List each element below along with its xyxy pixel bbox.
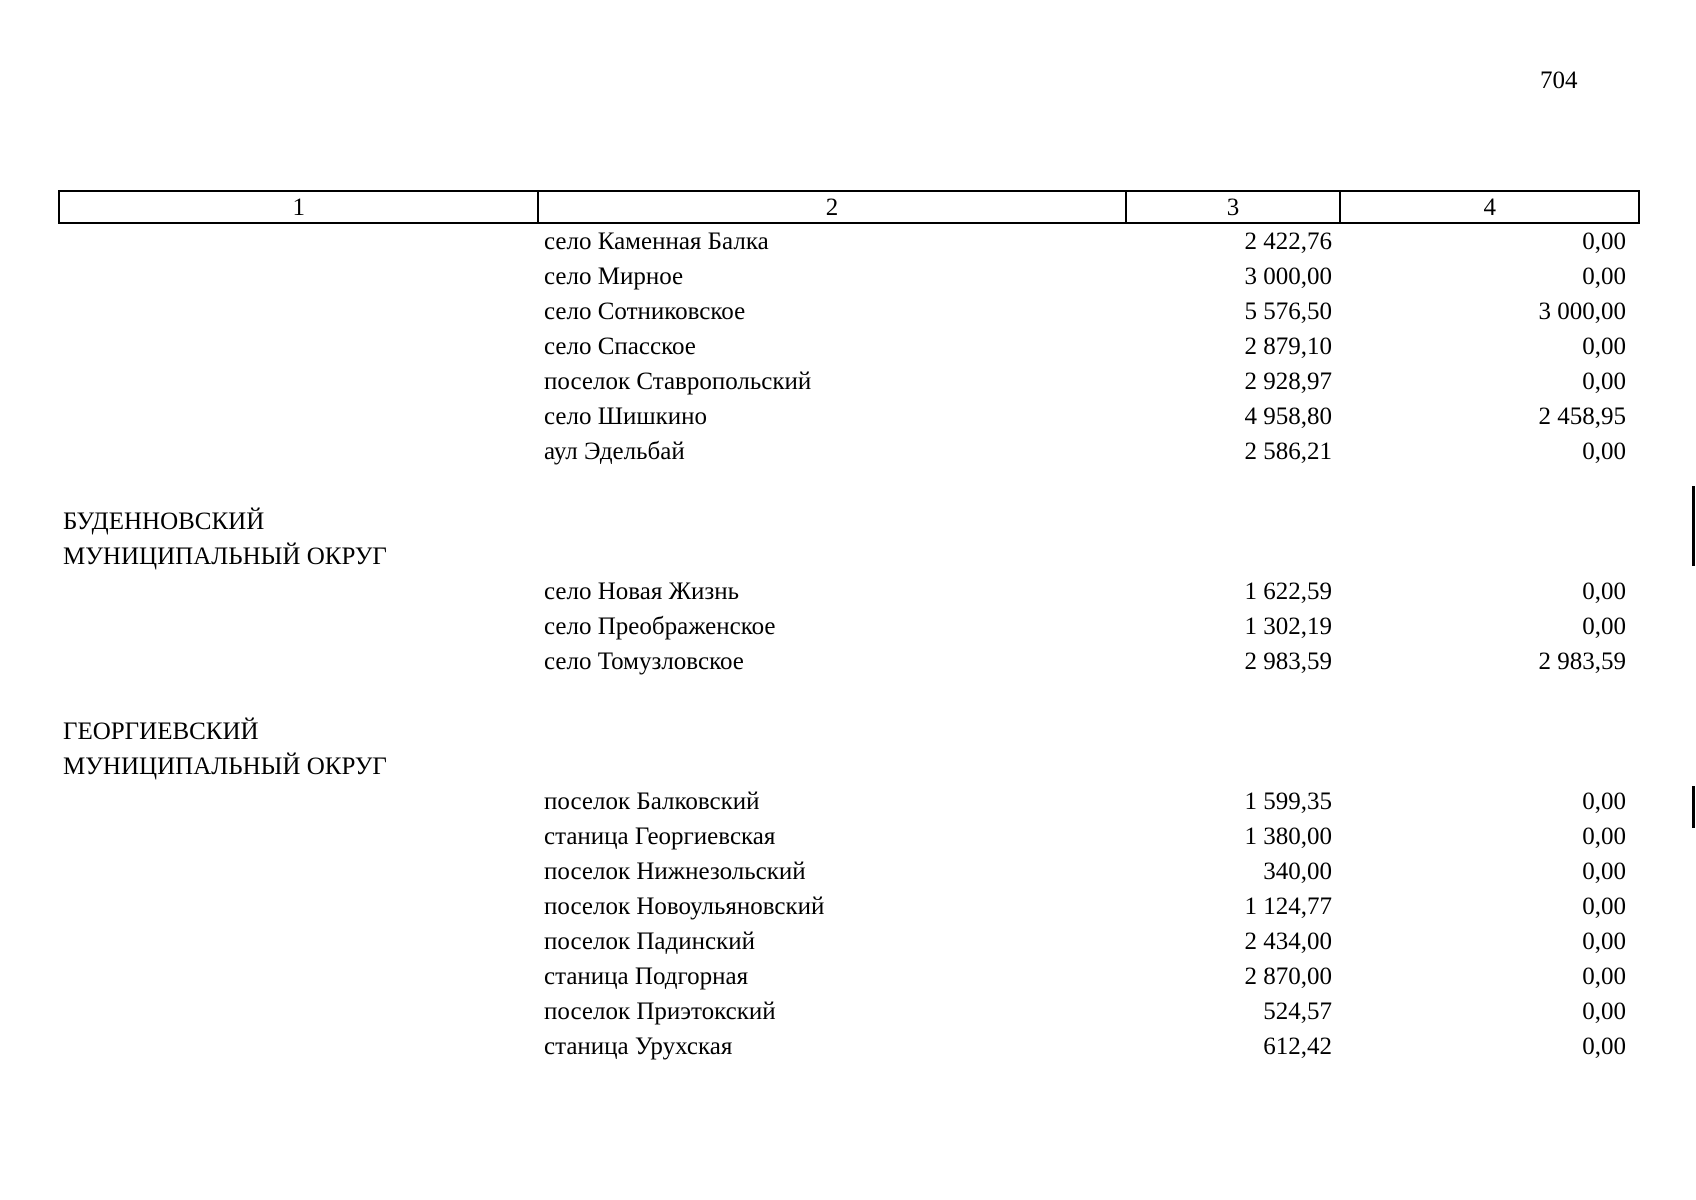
cell-col-1 bbox=[58, 994, 538, 1029]
cell-col-1 bbox=[58, 644, 538, 679]
page-number: 704 bbox=[1540, 67, 1578, 94]
district-heading: МУНИЦИПАЛЬНЫЙ ОКРУГ bbox=[63, 753, 387, 780]
cell-col-1 bbox=[58, 854, 538, 889]
value-col-4: 0,00 bbox=[1582, 998, 1626, 1025]
cell-col-1 bbox=[58, 434, 538, 469]
table-header bbox=[58, 190, 1640, 224]
table-row bbox=[58, 609, 1640, 644]
value-col-4: 0,00 bbox=[1582, 438, 1626, 465]
value-col-3: 612,42 bbox=[1263, 1033, 1332, 1060]
table-row bbox=[58, 364, 1640, 399]
table-row bbox=[58, 644, 1640, 679]
value-col-4: 0,00 bbox=[1582, 1033, 1626, 1060]
settlement-name: село Преображенское bbox=[544, 613, 776, 640]
value-col-4: 2 983,59 bbox=[1538, 648, 1626, 675]
table-row bbox=[58, 784, 1640, 819]
cell-col-1 bbox=[58, 294, 538, 329]
value-col-4: 0,00 bbox=[1582, 963, 1626, 990]
value-col-3: 5 576,50 bbox=[1244, 298, 1332, 325]
settlement-name: поселок Ставропольский bbox=[544, 368, 812, 395]
settlement-name: село Новая Жизнь bbox=[544, 578, 740, 605]
scan-edge-mark bbox=[1692, 486, 1695, 566]
header-col-1: 1 bbox=[60, 192, 539, 222]
value-col-3: 2 586,21 bbox=[1244, 438, 1332, 465]
value-col-3: 2 870,00 bbox=[1244, 963, 1332, 990]
header-col-3: 3 bbox=[1127, 192, 1342, 222]
header-col-2: 2 bbox=[539, 192, 1126, 222]
table-row bbox=[58, 329, 1640, 364]
cell-col-1 bbox=[58, 819, 538, 854]
cell-col-1 bbox=[58, 224, 538, 259]
settlement-name: поселок Балковский bbox=[544, 788, 760, 815]
value-col-4: 3 000,00 bbox=[1538, 298, 1626, 325]
cell-col-1 bbox=[58, 329, 538, 364]
value-col-3: 2 928,97 bbox=[1244, 368, 1332, 395]
cell-col-1 bbox=[58, 364, 538, 399]
table-row bbox=[58, 959, 1640, 994]
value-col-4: 0,00 bbox=[1582, 228, 1626, 255]
data-table bbox=[58, 190, 1640, 1064]
value-col-3: 1 599,35 bbox=[1244, 788, 1332, 815]
header-col-4: 4 bbox=[1341, 192, 1640, 222]
table-row bbox=[58, 924, 1640, 959]
table-row bbox=[58, 819, 1640, 854]
settlement-name: аул Эдельбай bbox=[544, 438, 685, 465]
table-row bbox=[58, 854, 1640, 889]
value-col-3: 4 958,80 bbox=[1244, 403, 1332, 430]
value-col-4: 0,00 bbox=[1582, 928, 1626, 955]
cell-col-1 bbox=[58, 259, 538, 294]
scan-edge-mark bbox=[1692, 786, 1695, 828]
settlement-name: село Каменная Балка bbox=[544, 228, 769, 255]
cell-col-1 bbox=[58, 399, 538, 434]
cell-col-1 bbox=[58, 1029, 538, 1064]
table-row bbox=[58, 1029, 1640, 1064]
cell-col-1 bbox=[58, 924, 538, 959]
table-row bbox=[58, 994, 1640, 1029]
district-heading: БУДЕННОВСКИЙ bbox=[63, 508, 265, 535]
settlement-name: село Спасское bbox=[544, 333, 696, 360]
value-col-4: 0,00 bbox=[1582, 613, 1626, 640]
table-row bbox=[58, 434, 1640, 469]
value-col-3: 2 422,76 bbox=[1244, 228, 1332, 255]
value-col-4: 0,00 bbox=[1582, 893, 1626, 920]
settlement-name: станица Подгорная bbox=[544, 963, 749, 990]
table-row bbox=[58, 889, 1640, 924]
value-col-4: 0,00 bbox=[1582, 333, 1626, 360]
cell-col-1 bbox=[58, 959, 538, 994]
value-col-3: 1 124,77 bbox=[1244, 893, 1332, 920]
value-col-3: 3 000,00 bbox=[1244, 263, 1332, 290]
value-col-4: 2 458,95 bbox=[1538, 403, 1626, 430]
district-heading: ГЕОРГИЕВСКИЙ bbox=[63, 718, 259, 745]
cell-col-1 bbox=[58, 889, 538, 924]
table-row bbox=[58, 574, 1640, 609]
value-col-3: 2 983,59 bbox=[1244, 648, 1332, 675]
section-spacer bbox=[58, 679, 1640, 714]
value-col-3: 2 879,10 bbox=[1244, 333, 1332, 360]
value-col-4: 0,00 bbox=[1582, 788, 1626, 815]
district-heading: МУНИЦИПАЛЬНЫЙ ОКРУГ bbox=[63, 543, 387, 570]
value-col-4: 0,00 bbox=[1582, 263, 1626, 290]
settlement-name: село Томузловское bbox=[544, 648, 744, 675]
value-col-3: 340,00 bbox=[1263, 858, 1332, 885]
table-body bbox=[58, 224, 1640, 1064]
table-row bbox=[58, 294, 1640, 329]
value-col-3: 524,57 bbox=[1263, 998, 1332, 1025]
settlement-name: поселок Нижнезольский bbox=[544, 858, 806, 885]
value-col-4: 0,00 bbox=[1582, 823, 1626, 850]
settlement-name: село Шишкино bbox=[544, 403, 707, 430]
section-spacer bbox=[58, 469, 1640, 504]
settlement-name: село Мирное bbox=[544, 263, 684, 290]
value-col-3: 1 380,00 bbox=[1244, 823, 1332, 850]
settlement-name: поселок Падинский bbox=[544, 928, 755, 955]
value-col-3: 1 302,19 bbox=[1244, 613, 1332, 640]
value-col-4: 0,00 bbox=[1582, 368, 1626, 395]
settlement-name: село Сотниковское bbox=[544, 298, 746, 325]
value-col-3: 1 622,59 bbox=[1244, 578, 1332, 605]
cell-col-1 bbox=[58, 574, 538, 609]
value-col-4: 0,00 bbox=[1582, 858, 1626, 885]
cell-col-1 bbox=[58, 784, 538, 819]
settlement-name: станица Георгиевская bbox=[544, 823, 776, 850]
cell-col-1 bbox=[58, 609, 538, 644]
table-row bbox=[58, 399, 1640, 434]
value-col-4: 0,00 bbox=[1582, 578, 1626, 605]
table-row bbox=[58, 224, 1640, 259]
settlement-name: станица Урухская bbox=[544, 1033, 733, 1060]
settlement-name: поселок Новоульяновский bbox=[544, 893, 825, 920]
settlement-name: поселок Приэтокский bbox=[544, 998, 776, 1025]
table-row bbox=[58, 259, 1640, 294]
value-col-3: 2 434,00 bbox=[1244, 928, 1332, 955]
